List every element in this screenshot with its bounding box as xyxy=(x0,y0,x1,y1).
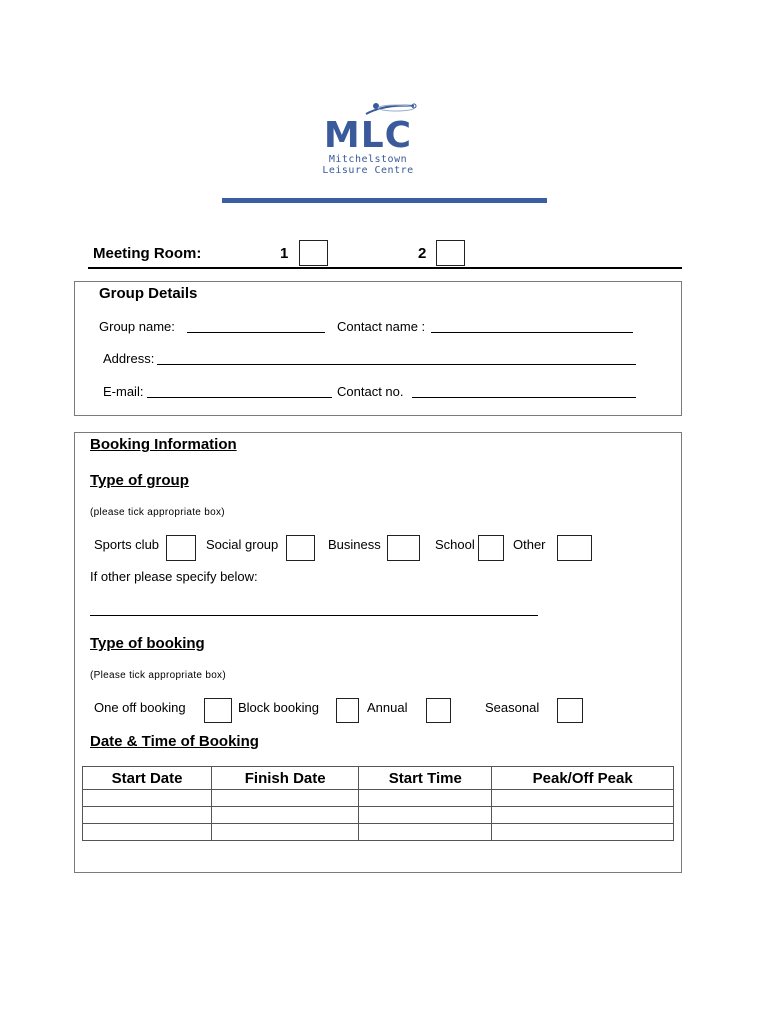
table-cell[interactable] xyxy=(492,807,674,824)
option-block-booking-label: Block booking xyxy=(238,700,319,715)
option-school-label: School xyxy=(435,537,475,552)
option-annual-label: Annual xyxy=(367,700,408,715)
option-social-group-label: Social group xyxy=(206,537,279,552)
room-1-label: 1 xyxy=(280,245,289,262)
annual-checkbox[interactable] xyxy=(426,698,451,723)
business-checkbox[interactable] xyxy=(387,535,420,561)
option-seasonal-label: Seasonal xyxy=(485,700,540,715)
booking-dates-table xyxy=(82,766,674,841)
meeting-divider xyxy=(88,267,682,269)
table-cell[interactable] xyxy=(212,824,359,841)
column-start-time: Start Time xyxy=(359,767,492,790)
meeting-room-label: Meeting Room: xyxy=(93,245,202,262)
booking-information-title: Booking Information xyxy=(90,436,237,453)
column-finish-date: Finish Date xyxy=(212,767,359,790)
seasonal-checkbox[interactable] xyxy=(557,698,583,723)
other-specify-field[interactable] xyxy=(90,603,538,616)
contact-name-label: Contact name : xyxy=(337,319,426,334)
option-business-label: Business xyxy=(328,537,381,552)
school-checkbox[interactable] xyxy=(478,535,504,561)
group-name-field[interactable] xyxy=(187,320,325,333)
type-of-booking-hint: (Please tick appropriate box) xyxy=(90,670,226,681)
table-cell[interactable] xyxy=(83,824,212,841)
table-cell[interactable] xyxy=(359,790,492,807)
contact-name-field[interactable] xyxy=(431,320,633,333)
table-header-row xyxy=(83,767,674,790)
room-2-label: 2 xyxy=(418,245,427,262)
group-details-title: Group Details xyxy=(99,285,198,302)
address-label: Address: xyxy=(103,351,155,366)
email-field[interactable] xyxy=(147,385,332,398)
type-of-booking-heading: Type of booking xyxy=(90,635,205,652)
column-peak-off-peak: Peak/Off Peak xyxy=(492,767,674,790)
type-of-group-heading: Type of group xyxy=(90,472,189,489)
other-specify-prompt: If other please specify below: xyxy=(90,569,258,584)
other-checkbox[interactable] xyxy=(557,535,592,561)
table-cell[interactable] xyxy=(359,807,492,824)
type-of-group-hint: (please tick appropriate box) xyxy=(90,507,225,518)
group-name-label: Group name: xyxy=(99,319,175,334)
logo-mark: MLC xyxy=(323,115,413,156)
one-off-booking-checkbox[interactable] xyxy=(204,698,232,723)
header-divider xyxy=(222,198,547,203)
table-row xyxy=(83,790,674,807)
table-row xyxy=(83,807,674,824)
logo-line-1: Mitchelstown xyxy=(328,154,408,165)
option-sports-club-label: Sports club xyxy=(94,537,160,552)
option-one-off-label: One off booking xyxy=(94,700,186,715)
mlc-logo xyxy=(288,100,448,178)
date-time-heading: Date & Time of Booking xyxy=(90,733,259,750)
table-cell[interactable] xyxy=(212,807,359,824)
table-cell[interactable] xyxy=(83,807,212,824)
column-start-date: Start Date xyxy=(83,767,212,790)
sports-club-checkbox[interactable] xyxy=(166,535,196,561)
contact-no-field[interactable] xyxy=(412,385,636,398)
block-booking-checkbox[interactable] xyxy=(336,698,359,723)
table-cell[interactable] xyxy=(212,790,359,807)
contact-no-label: Contact no. xyxy=(337,384,404,399)
option-other-label: Other xyxy=(513,537,546,552)
room-2-checkbox[interactable] xyxy=(436,240,465,266)
social-group-checkbox[interactable] xyxy=(286,535,315,561)
email-label: E-mail: xyxy=(103,384,144,399)
address-field[interactable] xyxy=(157,352,636,365)
table-cell[interactable] xyxy=(492,824,674,841)
table-cell[interactable] xyxy=(83,790,212,807)
table-cell[interactable] xyxy=(359,824,492,841)
logo-line-2: Leisure Centre xyxy=(322,165,414,176)
table-cell[interactable] xyxy=(492,790,674,807)
room-1-checkbox[interactable] xyxy=(299,240,328,266)
table-row xyxy=(83,824,674,841)
